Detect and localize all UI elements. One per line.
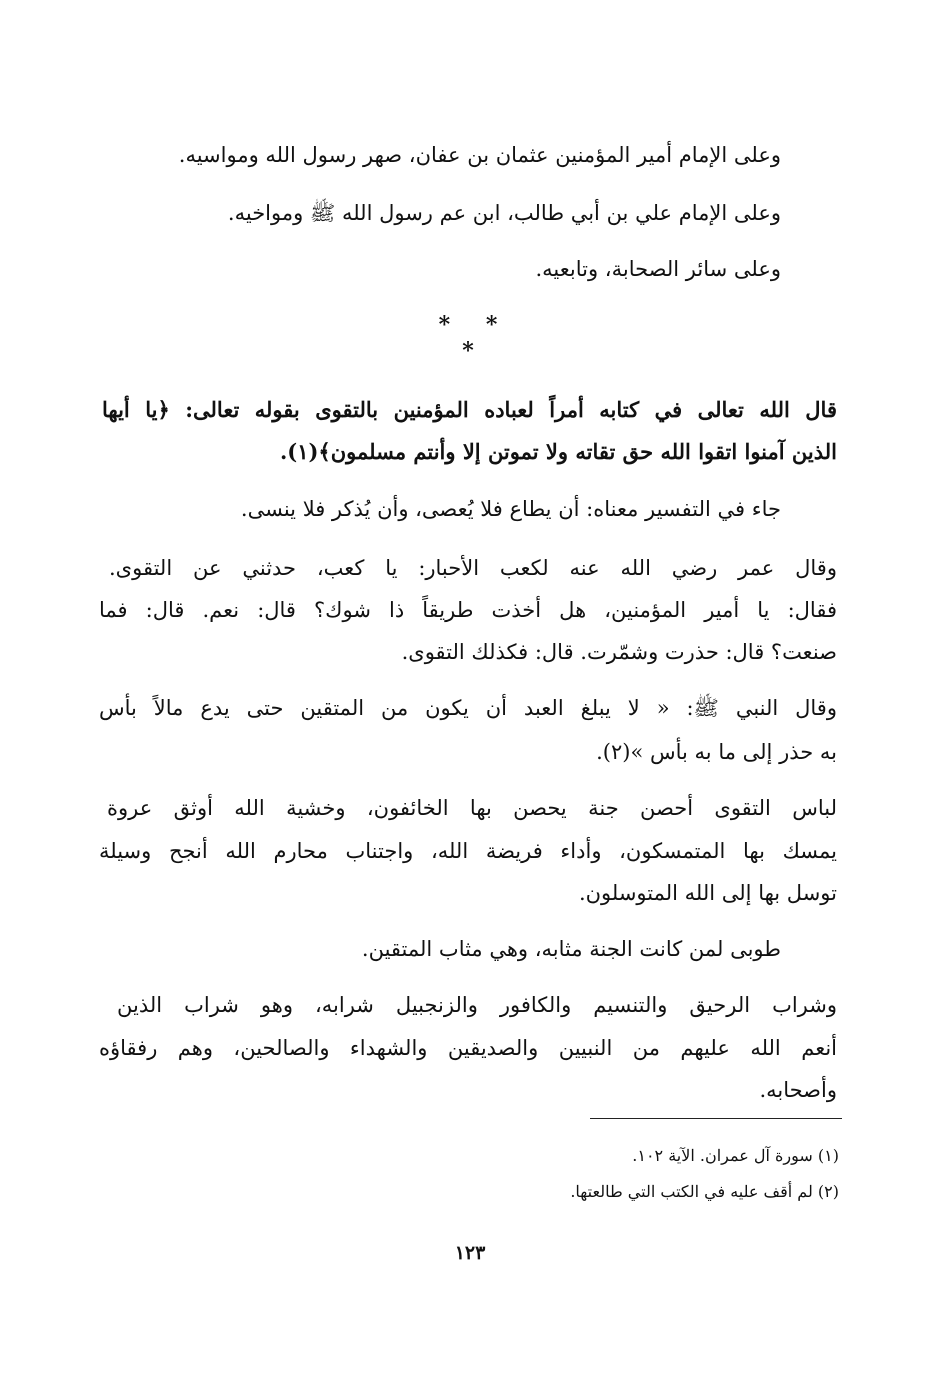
text-line: وقال عمر رضي الله عنه لكعب الأحبار: يا كعب، حدثني عن التقوى. [109, 556, 837, 580]
text-line: صنعت؟ قال: حذرت وشمّرت. قال: فكذلك التقوى. [401, 640, 837, 664]
text-line: وعلى سائر الصحابة، وتابعيه. [535, 257, 781, 281]
text-line: الذين آمنوا اتقوا الله حق تقاته ولا تموتن إلا وأنتم مسلمون﴾(١). [279, 439, 837, 464]
text-line: يمسك بها المتمسكون، وأداء فريضة الله، واجتناب محارم الله أنجح وسيلة [99, 839, 837, 863]
text-line: وقال النبي ﷺ: « لا يبلغ العبد أن يكون من المتقين حتى يدع مالاً بأس [99, 696, 837, 720]
text-line: وعلى الإمام أمير المؤمنين عثمان بن عفان، صهر رسول الله ومواسيه. [178, 143, 781, 167]
footnote-divider [590, 1118, 842, 1119]
text-line: وشراب الرحيق والتنسيم والكافور والزنجبيل شرابه، وهو شراب الذين [117, 993, 837, 1017]
section-separator: * * * [438, 312, 512, 364]
text-line: توسل بها إلى الله المتوسلون. [578, 881, 837, 905]
text-line: به حذر إلى ما به بأس »(٢). [596, 740, 837, 764]
text-line: طوبى لمن كانت الجنة مثابه، وهي مثاب المتقين. [361, 937, 781, 961]
page-number: ١٢٣ [454, 1242, 486, 1264]
footnote: (١) سورة آل عمران. الآية ١٠٢. [632, 1146, 839, 1165]
text-line: فقال: يا أمير المؤمنين، هل أخذت طريقاً ذا شوك؟ قال: نعم. قال: فما [99, 598, 837, 622]
text-line: لباس التقوى أحصن جنة يحصن بها الخائفون، وخشية الله أوثق عروة [107, 796, 837, 820]
footnote: (٢) لم أقف عليه في الكتب التي طالعتها. [570, 1182, 839, 1201]
text-line: قال الله تعالى في كتابه أمراً لعباده المؤمنين بالتقوى بقوله تعالى: ﴿يا أيها [102, 397, 837, 422]
text-line: وأصحابه. [759, 1078, 837, 1102]
text-line: جاء في التفسير معناه: أن يطاع فلا يُعصى، وأن يُذكر فلا ينسى. [240, 497, 781, 521]
text-line: أنعم الله عليهم من النبيين والصديقين والشهداء والصالحين، وهم رفقاؤه [99, 1036, 837, 1060]
text-line: وعلى الإمام علي بن أبي طالب، ابن عم رسول الله ﷺ ومواخيه. [227, 201, 781, 225]
